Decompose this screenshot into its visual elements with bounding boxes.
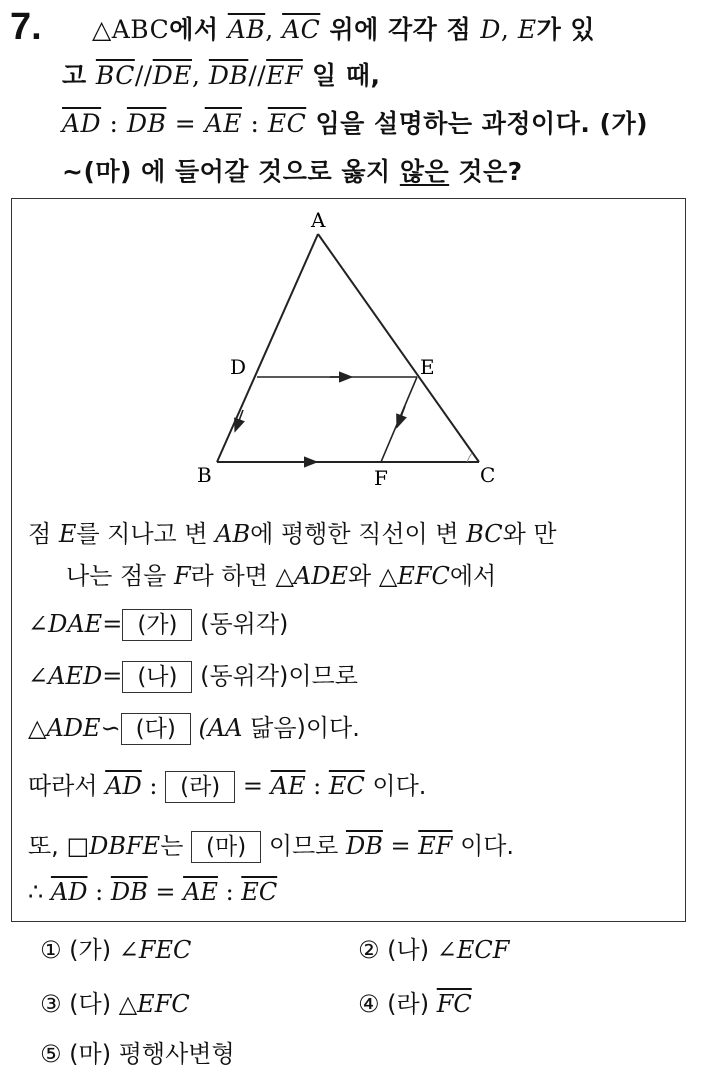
option-4[interactable]: ④ (라) $\overline{FC}$ [358, 990, 472, 1018]
question-line-4: ~(마) 에 들어갈 것으로 옳지 않은 것은? [62, 157, 523, 186]
triangle-figure [180, 200, 520, 490]
blank-ra: (라) [165, 771, 235, 803]
proof-line-1b: 나는 점을 F라 하면 △ADE와 △EFC에서 [66, 562, 497, 590]
parallel-arrow-ef [399, 406, 405, 422]
proof-line-2: ∠DAE= (가) (동위각) [28, 604, 288, 641]
proof-line-4: △ADE∽ (다) (AA 닮음)이다. [28, 708, 360, 745]
proof-line-3: ∠AED= (나) (동위각)이므로 [28, 656, 358, 693]
blank-ga: (가) [122, 609, 192, 641]
label-a: A [311, 208, 326, 232]
option-2[interactable]: ② (나) ∠ECF [358, 936, 510, 964]
label-d: D [230, 355, 247, 379]
blank-ma: (마) [191, 831, 261, 863]
segment-ef [381, 377, 417, 462]
option-1[interactable]: ① (가) ∠FEC [40, 936, 192, 964]
angle-mark-c [467, 453, 472, 462]
question-line-2: 고 $\overline{BC}//\overline{DE}$, $\overline{DB}//\overline{EF}$ 일 때, [62, 61, 381, 90]
blank-na: (나) [122, 661, 192, 693]
proof-line-5: 따라서 $\overline{AD}$ : (라) = $\overline{AE}$ : $\overline{EC}$ 이다. [28, 766, 426, 803]
question-line-3: $\overline{AD}$ : $\overline{DB} = \overline{AE}$ : $\overline{EC}$ 임을 설명하는 과정이다. (가) [62, 109, 649, 138]
proof-line-7: ∴ $\overline{AD}$ : $\overline{DB} = \overline{AE}$ : $\overline{EC}$ [28, 878, 278, 906]
question-line-1: △ABC에서 $\overline{AB}$, $\overline{AC}$ 위에 각각 점 D, E가 있 [92, 15, 596, 44]
question-number: 7. [10, 6, 42, 48]
proof-line-1a: 점 E를 지나고 변 AB에 평행한 직선이 변 BC와 만 [28, 520, 557, 548]
blank-da: (다) [121, 713, 191, 745]
label-e: E [420, 355, 435, 379]
side-ab [217, 234, 318, 462]
label-b: B [197, 463, 212, 487]
option-3[interactable]: ③ (다) △EFC [40, 990, 190, 1018]
label-c: C [480, 463, 496, 487]
proof-line-6: 또, □DBFE는 (마) 이므로 $\overline{DB} = \overline{EF}$ 이다. [28, 826, 514, 863]
option-5[interactable]: ⑤ (마) 평행사변형 [40, 1040, 235, 1068]
label-f: F [374, 466, 388, 490]
side-ac [318, 234, 479, 462]
